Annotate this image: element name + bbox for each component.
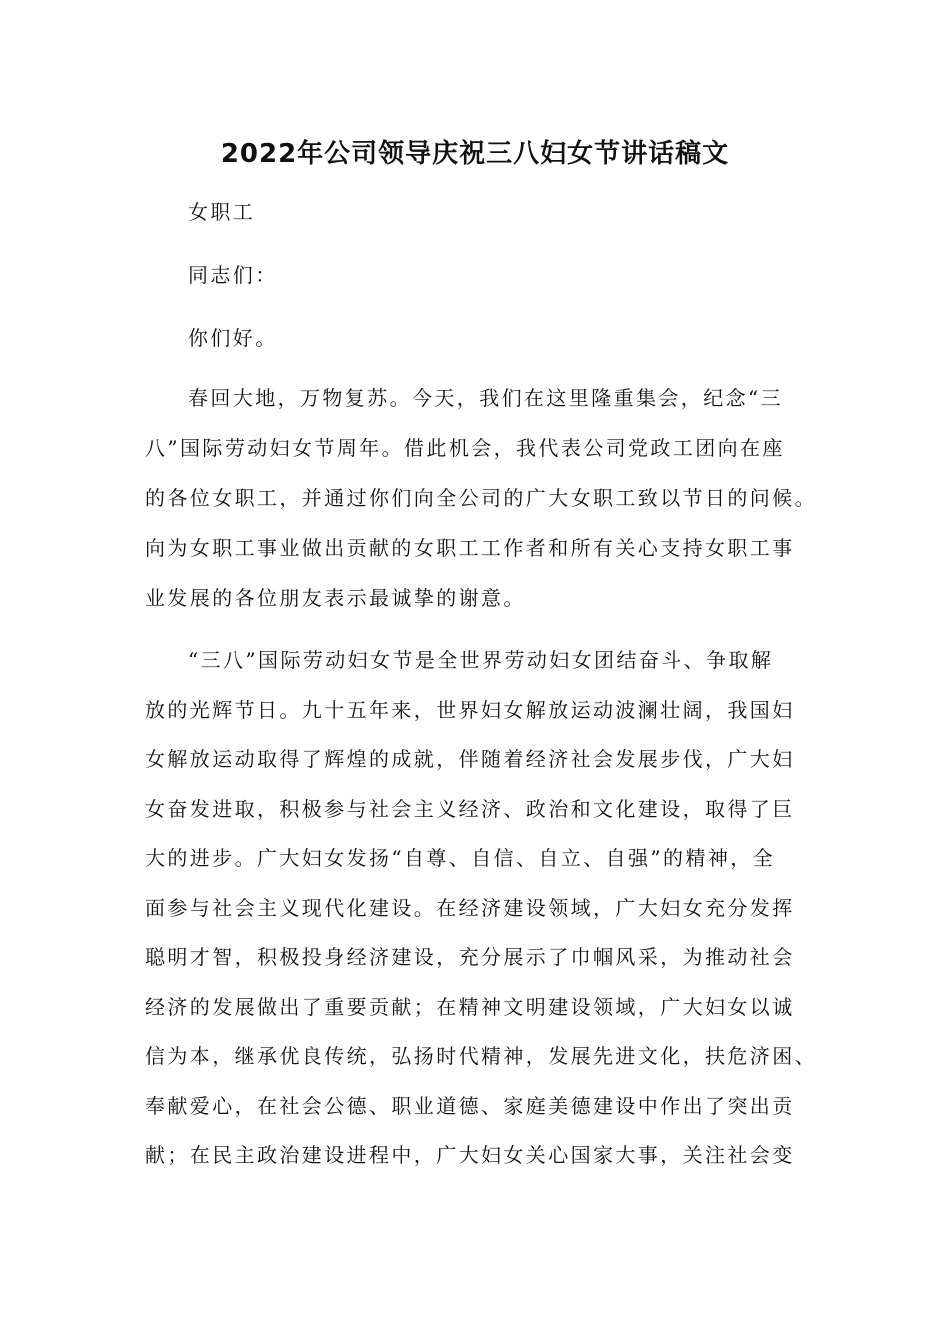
- paragraph-line: 经济的发展做出了重要贡献；在精神文明建设领域，广大妇女以诚: [145, 995, 795, 1019]
- paragraph-line: 放的光辉节日。九十五年来，世界妇女解放运动波澜壮阔，我国妇: [145, 698, 795, 722]
- greeting-line: 你们好。: [188, 326, 278, 350]
- document-title: 2022年公司领导庆祝三八妇女节讲话稿文: [220, 139, 730, 169]
- paragraph-line: 献；在民主政治建设进程中，广大妇女关心国家大事，关注社会变: [145, 1143, 795, 1167]
- paragraph-line: 向为女职工事业做出贡献的女职工工作者和所有关心支持女职工事: [145, 536, 795, 560]
- paragraph-line: 女奋发进取，积极参与社会主义经济、政治和文化建设，取得了巨: [145, 797, 795, 821]
- salutation-line: 女职工: [188, 200, 256, 224]
- paragraph-line: 面参与社会主义现代化建设。在经济建设领域，广大妇女充分发挥: [145, 896, 795, 920]
- paragraph-line: “三八”国际劳动妇女节是全世界劳动妇女团结奋斗、争取解: [188, 648, 774, 672]
- paragraph-line: 聪明才智，积极投身经济建设，充分展示了巾帼风采，为推动社会: [145, 945, 795, 969]
- paragraph-line: 奉献爱心，在社会公德、职业道德、家庭美德建设中作出了突出贡: [145, 1094, 795, 1118]
- paragraph-line: 的各位女职工，并通过你们向全公司的广大女职工致以节日的问候。: [145, 486, 817, 510]
- paragraph-line: 春回大地，万物复苏。今天，我们在这里隆重集会，纪念“三: [188, 386, 784, 410]
- paragraph-line: 女解放运动取得了辉煌的成就，伴随着经济社会发展步伐，广大妇: [145, 747, 795, 771]
- paragraph-line: 大的进步。广大妇女发扬“自尊、自信、自立、自强”的精神，全: [145, 846, 776, 870]
- paragraph-line: 信为本，继承优良传统，弘扬时代精神，发展先进文化，扶危济困、: [145, 1044, 817, 1068]
- paragraph-line: 业发展的各位朋友表示最诚挚的谢意。: [145, 586, 526, 610]
- paragraph-line: 八”国际劳动妇女节周年。借此机会，我代表公司党政工团向在座: [145, 436, 785, 460]
- salutation-line: 同志们：: [188, 263, 278, 287]
